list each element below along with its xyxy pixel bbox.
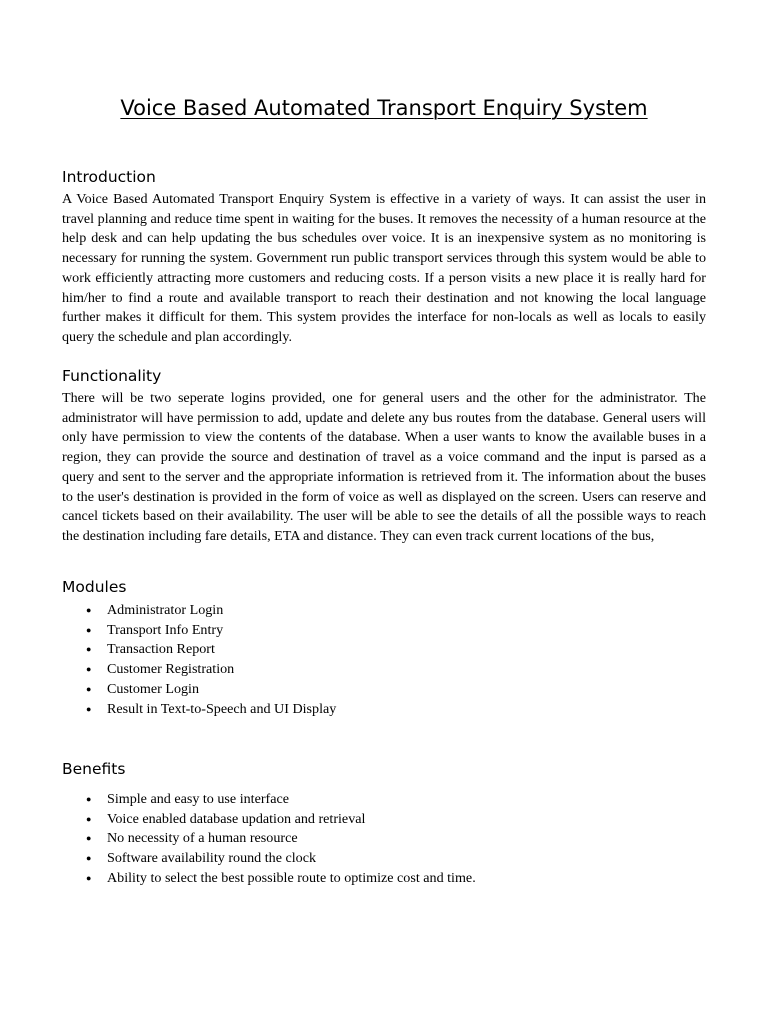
list-item-text: Administrator Login	[107, 602, 224, 618]
list-item	[62, 849, 706, 869]
list-item	[62, 810, 706, 830]
functionality-paragraph: There will be two seperate logins provided, one for general users and the other for the administrator. The administrator will have permission to add, update and delete any bus routes from the database. General users will only have permission to view the contents of the database. When a user wants to know the available buses in a region, they can provide the source and destination of travel as a voice command and the input is parsed as a query and sent to the server and the appropriate information is retrieved from it. The information about the buses to the user's destination is provided in the form of voice as well as displayed on the screen. Users can reserve and cancel tickets based on their availability. The user will be able to see the details of all the possible ways to reach the destination including fare details, ETA and distance. They can even track current locations of the bus,	[62, 390, 706, 544]
bullet-icon: ●	[86, 872, 92, 883]
modules-section	[62, 576, 706, 719]
bullet-icon: ●	[86, 683, 92, 694]
list-item-text: Simple and easy to use interface	[107, 791, 289, 807]
list-item-text: Result in Text-to-Speech and UI Display	[107, 700, 337, 717]
bullet-icon: ●	[86, 794, 92, 804]
bullet-icon: ●	[86, 624, 92, 635]
list-item-text: Ability to select the best possible route to optimize cost and time.	[107, 869, 476, 886]
modules-list	[62, 601, 706, 719]
list-item-text: No necessity of a human resource	[107, 830, 298, 847]
list-item	[62, 601, 706, 621]
list-item-text: Voice enabled database updation and retrieval	[107, 810, 366, 827]
bullet-icon: ●	[86, 605, 92, 615]
bullet-icon: ●	[86, 644, 92, 655]
list-item-text: Software availability round the clock	[107, 850, 316, 867]
list-item-text: Transaction Report	[107, 641, 215, 658]
list-item	[62, 829, 706, 849]
introduction-heading: Introduction	[62, 168, 156, 186]
bullet-icon: ●	[86, 853, 92, 864]
list-item	[62, 660, 706, 680]
introduction-paragraph: A Voice Based Automated Transport Enquiry System is effective in a variety of ways. It can assist the user in travel planning and reduce time spent in waiting for the buses. It removes the necessity of a human resource at the help desk and can help updating the bus schedules over voice. It is an inexpensive system as no monitoring is necessary for running the system. Government run public transport services through this system would be able to work efficiently attracting more customers and reducing costs. If a person visits a new place it is really hard for him/her to find a route and available transport to reach their destination and not knowing the local language further makes it difficult for them. This system provides the interface for non-locals as well as locals to easily query the schedule and plan accordingly.	[62, 191, 706, 345]
list-item-text: Transport Info Entry	[107, 621, 224, 638]
list-item	[62, 621, 706, 641]
bullet-icon: ●	[86, 833, 92, 844]
list-item-text: Customer Registration	[107, 661, 235, 678]
list-item	[62, 790, 706, 810]
introduction-section	[62, 166, 706, 348]
document-title: Voice Based Automated Transport Enquiry System	[120, 96, 648, 120]
list-item	[62, 640, 706, 660]
benefits-heading: Benefits	[62, 760, 126, 778]
benefits-list	[62, 790, 706, 889]
bullet-icon: ●	[86, 703, 92, 714]
list-item	[62, 700, 706, 720]
bullet-icon: ●	[86, 664, 92, 675]
bullet-icon: ●	[86, 813, 92, 824]
modules-heading: Modules	[62, 578, 127, 596]
list-item-text: Customer Login	[107, 680, 199, 697]
functionality-heading: Functionality	[62, 367, 162, 385]
list-item	[62, 869, 706, 889]
list-item	[62, 680, 706, 700]
functionality-section	[62, 365, 706, 547]
benefits-section	[62, 758, 706, 889]
